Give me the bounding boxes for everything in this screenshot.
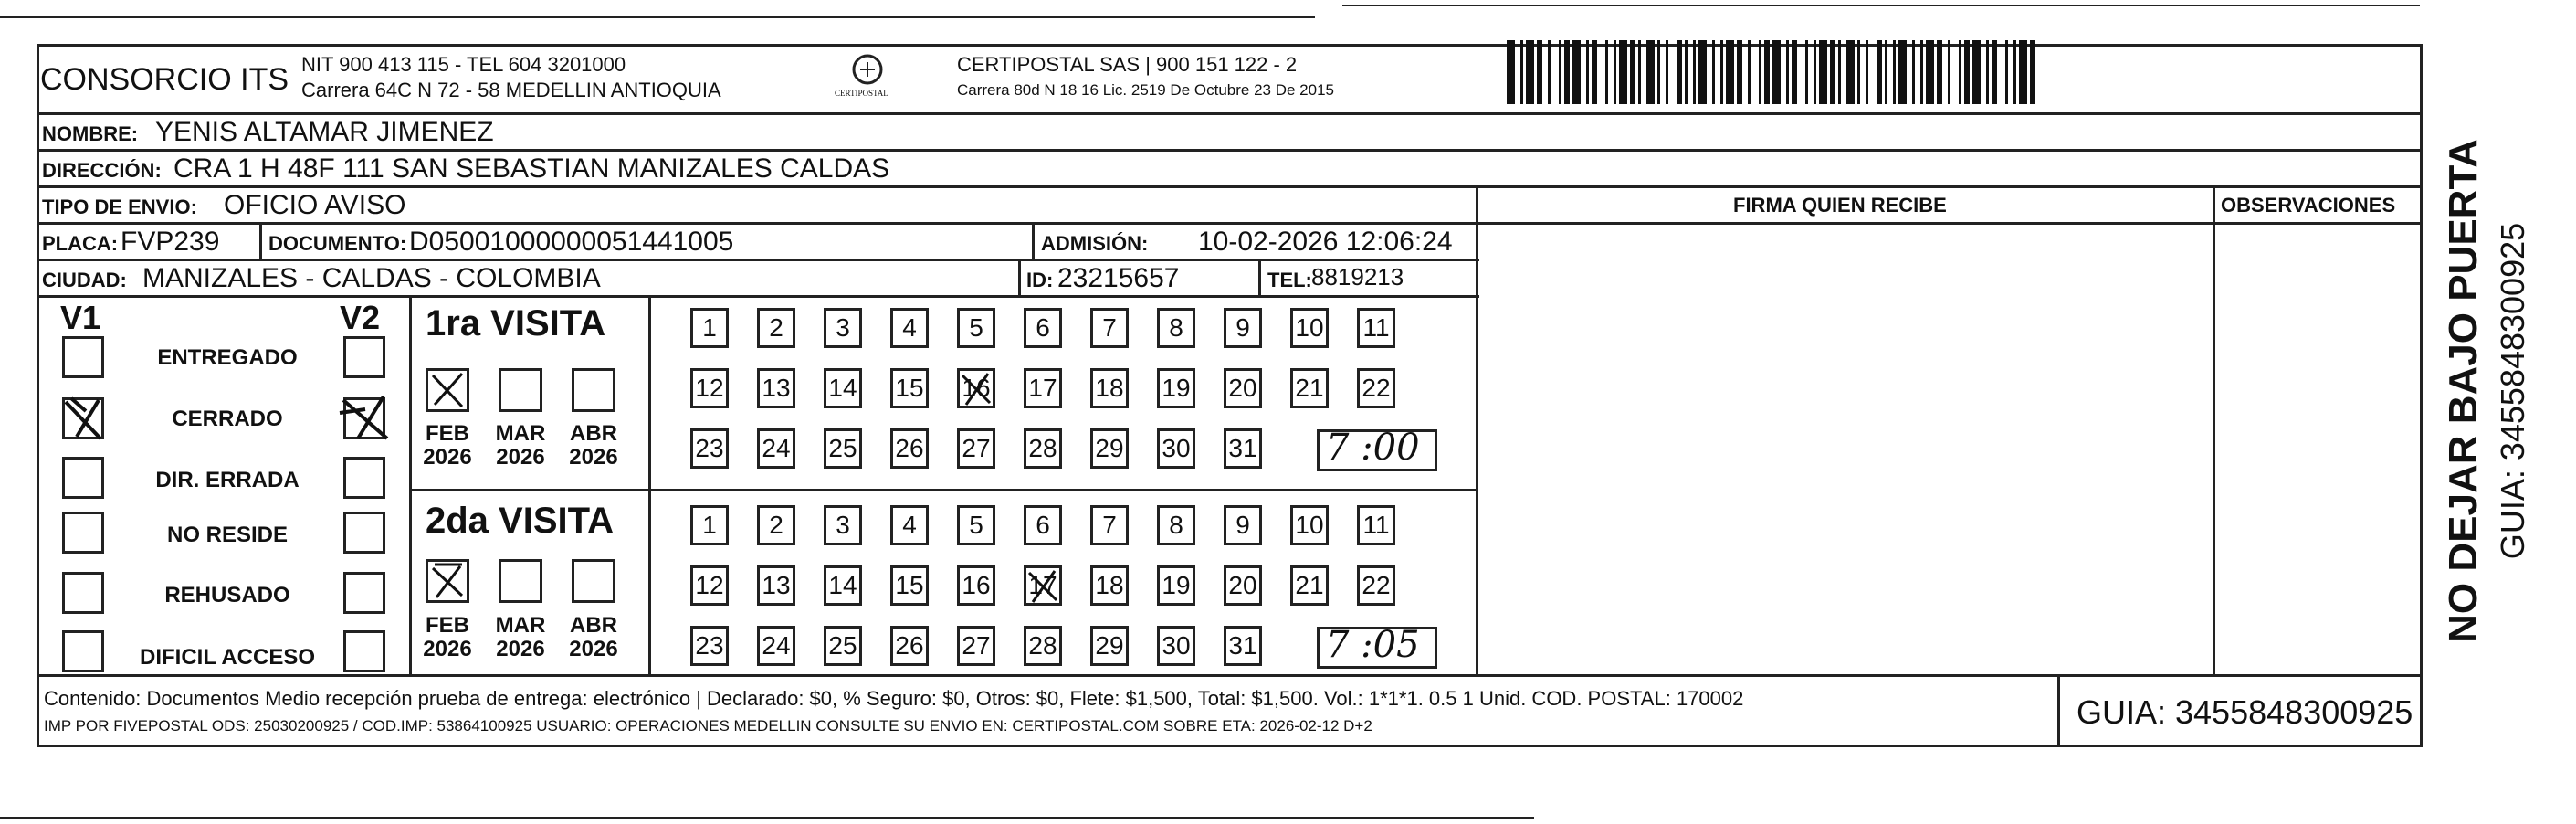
carrier-address: Carrera 80d N 18 16 Lic. 2519 De Octubre 23 De 2015 xyxy=(957,81,1334,99)
documento-label: DOCUMENTO: xyxy=(268,232,407,255)
v1-checkbox-rehusado[interactable] xyxy=(62,572,104,614)
first-visit-day-7[interactable]: 7 xyxy=(1090,308,1129,348)
first-visit-day-22[interactable]: 22 xyxy=(1357,368,1395,408)
first-visit-day-4[interactable]: 4 xyxy=(890,308,929,348)
top-edge-line xyxy=(0,16,1315,18)
tel-value: 8819213 xyxy=(1311,263,1404,291)
second-visit-time: 7 :05 xyxy=(1326,624,1420,666)
second-visit-month-mar-box[interactable] xyxy=(499,559,542,603)
row-line-6 xyxy=(37,295,1479,298)
firma-header: FIRMA QUIEN RECIBE xyxy=(1733,194,1947,217)
v1-checkbox-no-reside[interactable] xyxy=(62,512,104,554)
second-visit-day-2[interactable]: 2 xyxy=(757,505,795,545)
second-visit-day-7[interactable]: 7 xyxy=(1090,505,1129,545)
direccion-value: CRA 1 H 48F 111 SAN SEBASTIAN MANIZALES CALDAS xyxy=(173,153,890,184)
first-visit-month-abr-box[interactable] xyxy=(572,368,615,412)
certipostal-logo xyxy=(835,49,895,104)
second-visit-day-17[interactable]: 17 xyxy=(1024,565,1062,606)
barcode xyxy=(1507,40,2201,104)
status-label-no-reside: NO RESIDE xyxy=(166,523,289,547)
company-nit: NIT 900 413 115 - TEL 604 3201000 xyxy=(301,53,626,76)
first-visit-month-abr: ABR 2026 xyxy=(569,421,618,470)
col-divider-visit xyxy=(648,295,651,674)
v1-checkbox-dificil-acceso[interactable] xyxy=(62,630,104,672)
row-line-footer xyxy=(37,674,2423,677)
second-visit-title: 2da VISITA xyxy=(426,501,614,541)
tipo-envio-value: OFICIO AVISO xyxy=(224,190,406,220)
first-visit-day-10[interactable]: 10 xyxy=(1290,308,1329,348)
first-visit-marked-day-mark xyxy=(957,368,995,408)
v2-checkbox-dificil-acceso[interactable] xyxy=(343,630,385,672)
bottom-edge-line xyxy=(0,817,1534,819)
ciudad-label: CIUDAD: xyxy=(42,269,127,291)
status-label-dir-errada: DIR. ERRADA xyxy=(155,468,300,492)
v2-header: V2 xyxy=(340,299,381,336)
v1-cerrado-check-mark xyxy=(58,391,113,446)
first-visit-day-28[interactable]: 28 xyxy=(1024,428,1062,469)
first-visit-month-feb: FEB 2026 xyxy=(423,421,472,470)
footer-guia: GUIA: 3455848300925 xyxy=(2077,693,2413,731)
second-visit-day-10[interactable]: 10 xyxy=(1290,505,1329,545)
v1-header: V1 xyxy=(60,299,101,336)
second-visit-day-29[interactable]: 29 xyxy=(1090,626,1129,666)
second-visit-day-21[interactable]: 21 xyxy=(1290,565,1329,606)
second-visit-day-20[interactable]: 20 xyxy=(1224,565,1262,606)
row-line-5 xyxy=(37,259,1479,261)
v1-checkbox-entregado[interactable] xyxy=(62,336,104,378)
first-visit-day-8[interactable]: 8 xyxy=(1157,308,1195,348)
first-visit-day-2[interactable]: 2 xyxy=(757,308,795,348)
first-visit-day-11[interactable]: 11 xyxy=(1357,308,1395,348)
footer-print-line: IMP POR FIVEPOSTAL ODS: 25030200925 / COD.IMP: 53864100925 USUARIO: OPERACIONES MEDELLIN CONSULTE SU ENVIO EN: CERTIPOSTAL.COM SOBRE ETA: 2026-02-12 D+2 xyxy=(44,717,1372,734)
first-visit-month-mar-box[interactable] xyxy=(499,368,542,412)
top-edge-line-right xyxy=(1342,5,2420,6)
second-visit-day-26[interactable]: 26 xyxy=(890,626,929,666)
second-visit-month-mar: MAR 2026 xyxy=(495,613,546,662)
first-visit-day-19[interactable]: 19 xyxy=(1157,368,1195,408)
v2-cerrado-check-mark xyxy=(338,391,396,446)
v2-checkbox-rehusado[interactable] xyxy=(343,572,385,614)
first-visit-day-16[interactable]: 16 xyxy=(957,368,995,408)
side-guia: GUIA: 3455848300925 xyxy=(2494,222,2531,560)
second-visit-month-abr-box[interactable] xyxy=(572,559,615,603)
first-visit-day-30[interactable]: 30 xyxy=(1157,428,1195,469)
first-visit-day-17[interactable]: 17 xyxy=(1024,368,1062,408)
second-visit-day-4[interactable]: 4 xyxy=(890,505,929,545)
nombre-label: NOMBRE: xyxy=(42,122,139,145)
first-visit-day-18[interactable]: 18 xyxy=(1090,368,1129,408)
company-address: Carrera 64C N 72 - 58 MEDELLIN ANTIOQUIA xyxy=(301,79,721,101)
admision-label: ADMISIÓN: xyxy=(1041,232,1149,255)
second-visit-month-abr: ABR 2026 xyxy=(569,613,618,662)
visit-divider xyxy=(409,489,1477,491)
status-label-entregado: ENTREGADO xyxy=(157,345,298,370)
second-visit-day-24[interactable]: 24 xyxy=(757,626,795,666)
col-divider-id xyxy=(1018,259,1021,295)
second-visit-day-22[interactable]: 22 xyxy=(1357,565,1395,606)
second-visit-marked-day-mark xyxy=(1024,565,1062,606)
ciudad-value: MANIZALES - CALDAS - COLOMBIA xyxy=(142,263,601,293)
second-visit-day-30[interactable]: 30 xyxy=(1157,626,1195,666)
col-divider-observaciones xyxy=(2213,185,2215,677)
observaciones-header: OBSERVACIONES xyxy=(2221,194,2396,217)
row-line-3 xyxy=(37,185,2423,188)
col-divider-tel xyxy=(1258,259,1261,295)
col-divider-placa xyxy=(259,222,262,259)
id-value: 23215657 xyxy=(1057,263,1180,293)
tel-label: TEL: xyxy=(1267,269,1312,291)
second-visit-day-8[interactable]: 8 xyxy=(1157,505,1195,545)
second-visit-day-5[interactable]: 5 xyxy=(957,505,995,545)
col-divider-admision xyxy=(1032,222,1035,259)
row-line-1 xyxy=(37,112,2423,115)
first-visit-day-26[interactable]: 26 xyxy=(890,428,929,469)
first-visit-day-23[interactable]: 23 xyxy=(690,428,729,469)
tipo-envio-label: TIPO DE ENVIO: xyxy=(42,195,197,218)
first-visit-day-31[interactable]: 31 xyxy=(1224,428,1262,469)
col-divider-status xyxy=(409,295,412,674)
second-visit-day-16[interactable]: 16 xyxy=(957,565,995,606)
first-visit-day-20[interactable]: 20 xyxy=(1224,368,1262,408)
second-visit-feb-mark xyxy=(426,559,469,603)
second-visit-day-25[interactable]: 25 xyxy=(824,626,862,666)
second-visit-day-23[interactable]: 23 xyxy=(690,626,729,666)
logo-text: CERTIPOSTAL xyxy=(835,89,888,98)
company-name: CONSORCIO ITS xyxy=(40,62,289,97)
col-divider-firma xyxy=(1476,185,1478,677)
second-visit-day-18[interactable]: 18 xyxy=(1090,565,1129,606)
second-visit-day-3[interactable]: 3 xyxy=(824,505,862,545)
second-visit-day-31[interactable]: 31 xyxy=(1224,626,1262,666)
status-label-dificil-acceso: DIFICIL ACCESO xyxy=(139,645,315,670)
second-visit-month-feb: FEB 2026 xyxy=(423,613,472,662)
first-visit-day-1[interactable]: 1 xyxy=(690,308,729,348)
v2-checkbox-entregado[interactable] xyxy=(343,336,385,378)
second-visit-day-6[interactable]: 6 xyxy=(1024,505,1062,545)
status-label-cerrado: CERRADO xyxy=(172,407,283,431)
row-line-2 xyxy=(37,149,2423,152)
first-visit-day-29[interactable]: 29 xyxy=(1090,428,1129,469)
first-visit-day-3[interactable]: 3 xyxy=(824,308,862,348)
status-label-rehusado: REHUSADO xyxy=(164,583,290,607)
nombre-value: YENIS ALTAMAR JIMENEZ xyxy=(155,117,494,147)
first-visit-day-14[interactable]: 14 xyxy=(824,368,862,408)
second-visit-day-12[interactable]: 12 xyxy=(690,565,729,606)
second-visit-day-28[interactable]: 28 xyxy=(1024,626,1062,666)
second-visit-day-13[interactable]: 13 xyxy=(757,565,795,606)
first-visit-day-5[interactable]: 5 xyxy=(957,308,995,348)
row-line-4 xyxy=(37,222,2423,225)
first-visit-day-6[interactable]: 6 xyxy=(1024,308,1062,348)
first-visit-time: 7 :00 xyxy=(1326,427,1420,469)
first-visit-day-9[interactable]: 9 xyxy=(1224,308,1262,348)
first-visit-day-27[interactable]: 27 xyxy=(957,428,995,469)
footer-content-line: Contenido: Documentos Medio recepción prueba de entrega: electrónico | Declarado: $0, % Seguro: $0, Otros: $0, Flete: $1,500, Total: $1,500. Vol.: 1*1*1. 0.5 1 Unid. COD. POSTAL: 170002 xyxy=(44,687,1744,710)
second-visit-day-19[interactable]: 19 xyxy=(1157,565,1195,606)
first-visit-title: 1ra VISITA xyxy=(426,303,606,343)
v2-checkbox-no-reside[interactable] xyxy=(343,512,385,554)
placa-value: FVP239 xyxy=(121,227,220,257)
documento-value: D05001000000051441005 xyxy=(409,227,734,257)
carrier-name: CERTIPOSTAL SAS | 900 151 122 - 2 xyxy=(957,53,1298,76)
first-visit-day-13[interactable]: 13 xyxy=(757,368,795,408)
direccion-label: DIRECCIÓN: xyxy=(42,159,162,182)
admision-value: 10-02-2026 12:06:24 xyxy=(1198,227,1453,257)
v1-checkbox-dir-errada[interactable] xyxy=(62,457,104,499)
second-visit-day-11[interactable]: 11 xyxy=(1357,505,1395,545)
first-visit-day-25[interactable]: 25 xyxy=(824,428,862,469)
second-visit-day-15[interactable]: 15 xyxy=(890,565,929,606)
second-visit-day-14[interactable]: 14 xyxy=(824,565,862,606)
side-notice: NO DEJAR BAJO PUERTA xyxy=(2441,139,2486,643)
first-visit-day-12[interactable]: 12 xyxy=(690,368,729,408)
second-visit-day-27[interactable]: 27 xyxy=(957,626,995,666)
first-visit-day-21[interactable]: 21 xyxy=(1290,368,1329,408)
first-visit-day-24[interactable]: 24 xyxy=(757,428,795,469)
footer-guia-divider xyxy=(2057,674,2060,747)
id-label: ID: xyxy=(1026,269,1054,291)
first-visit-day-15[interactable]: 15 xyxy=(890,368,929,408)
second-visit-day-1[interactable]: 1 xyxy=(690,505,729,545)
second-visit-day-9[interactable]: 9 xyxy=(1224,505,1262,545)
first-visit-feb-mark xyxy=(426,368,469,412)
first-visit-month-mar: MAR 2026 xyxy=(495,421,546,470)
v2-checkbox-dir-errada[interactable] xyxy=(343,457,385,499)
placa-label: PLACA: xyxy=(42,232,119,255)
